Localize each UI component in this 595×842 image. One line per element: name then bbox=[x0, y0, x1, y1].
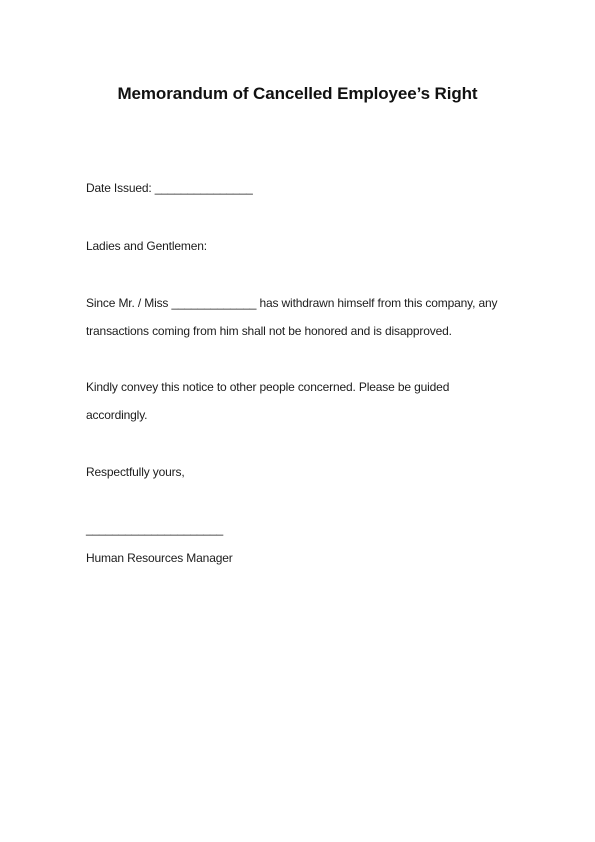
body-paragraph-1-line-2: transactions coming from him shall not be honored and is disapproved. bbox=[86, 324, 452, 338]
salutation: Ladies and Gentlemen: bbox=[86, 239, 207, 253]
body-paragraph-2-line-1: Kindly convey this notice to other people concerned. Please be guided bbox=[86, 380, 450, 394]
body-paragraph-2-line-2: accordingly. bbox=[86, 408, 148, 422]
closing: Respectfully yours, bbox=[86, 465, 185, 479]
body-paragraph-1-line-1: Since Mr. / Miss _____________ has withdrawn himself from this company, any bbox=[86, 296, 498, 310]
signature-line: _____________________ bbox=[86, 522, 224, 536]
document-title: Memorandum of Cancelled Employee’s Right bbox=[117, 84, 478, 103]
date-issued-line: Date Issued: _______________ bbox=[86, 181, 253, 195]
signatory-title: Human Resources Manager bbox=[86, 551, 233, 565]
